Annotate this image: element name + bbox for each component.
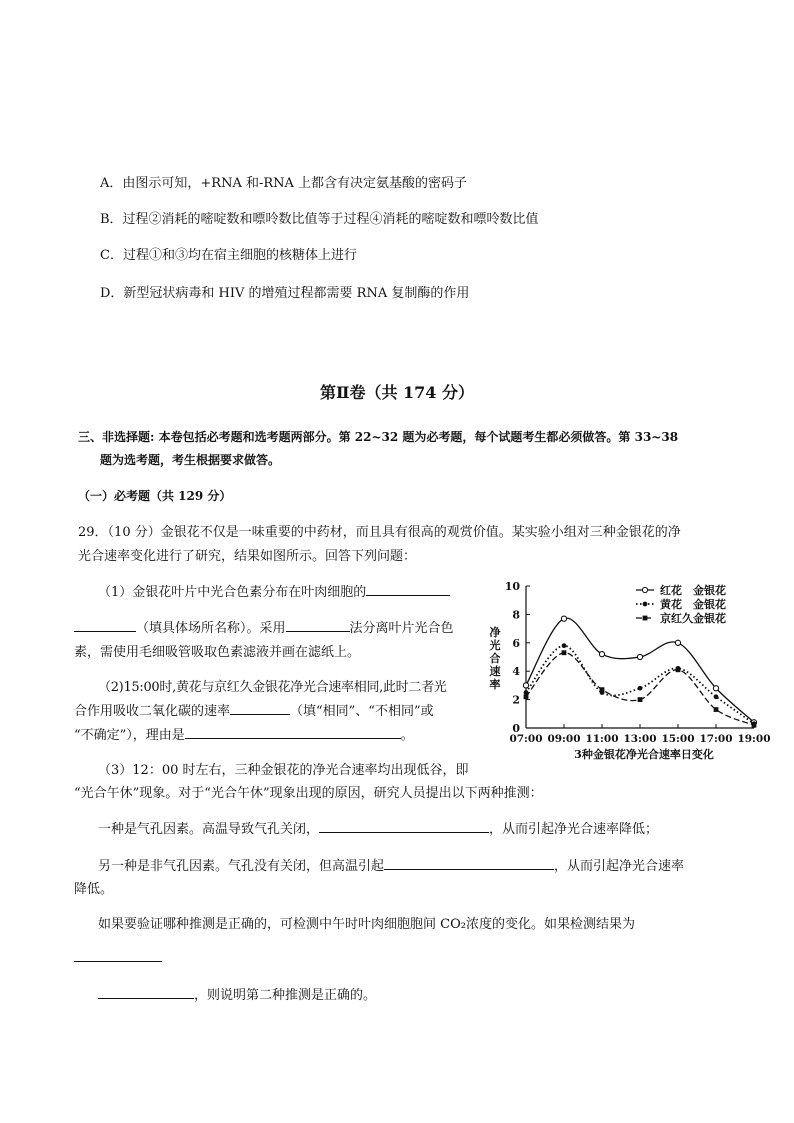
chart-svg [486, 574, 771, 764]
legend-label-1: 红花 金银花 [660, 584, 726, 597]
q29-intro-line2: 光合速率变化进行了研究，结果如图所示。回答下列问题： [78, 549, 417, 564]
answer-blank-2a[interactable] [230, 701, 290, 715]
q29-part3-line3 [98, 818, 658, 837]
q29-intro-line1: 29．（10 分）金银花不仅是一味重要的中药材，而且具有很高的观赏价值。某实验小组对三种金银花的净 [78, 525, 681, 540]
y-tick-label: 8 [512, 608, 520, 622]
data-point-series-3 [638, 697, 643, 702]
q29-part2-text-e: 。 [400, 728, 414, 743]
y-axis-label-char: 率 [489, 678, 501, 691]
option-b: B．过程②消耗的嘧啶数和嘌呤数比值等于过程④消耗的嘧啶数和嘌呤数比值 [100, 212, 539, 227]
x-tick-label: 07:00 [509, 733, 543, 745]
q29-part3-line1: （3）12：00 时左右，三种金银花的净光合速率均出现低谷，即 [98, 763, 469, 778]
data-point-series-3 [752, 723, 757, 728]
q29-part3-line7 [98, 984, 376, 1003]
answer-blank-1b[interactable] [74, 618, 136, 632]
q29-part1-line2 [74, 617, 454, 636]
data-point-series-1 [637, 654, 642, 659]
q29-part1-line1 [98, 581, 450, 600]
y-axis-label-char: 净 [489, 626, 501, 639]
data-point-series-2 [714, 694, 719, 699]
q29-part2-text-c: （填“相同”、“不相同”或 [290, 704, 434, 719]
q29-part3-text-i: ，则说明第二种推测是正确的。 [194, 988, 377, 1003]
option-d: D．新型冠状病毒和 HIV 的增殖过程都需要 RNA 复制酶的作用 [100, 286, 470, 301]
y-tick-label: 0 [512, 722, 520, 735]
q29-part3-line4 [98, 855, 684, 874]
x-tick-label: 13:00 [623, 733, 657, 745]
data-point-series-3 [714, 707, 719, 712]
y-tick-label: 10 [504, 580, 520, 593]
x-tick-label: 19:00 [737, 733, 771, 745]
data-point-series-2 [638, 686, 643, 691]
y-tick-label: 4 [512, 665, 520, 679]
q29-part1-line3: 素，需使用毛细吸管吸取色素滤液并画在滤纸上。 [74, 645, 361, 660]
chart-title: 3种金银花净光合速率日变化 [574, 748, 714, 761]
y-tick-label: 2 [512, 693, 520, 707]
section-three-line1: 三、非选择题: 本卷包括必考题和选考题两部分。第 22~32 题为必考题，每个试题考生都必须做答。第 33~38 [78, 430, 679, 444]
x-tick-label: 15:00 [661, 733, 695, 745]
data-point-series-1 [675, 640, 680, 645]
q29-part3-text-c: 一种是气孔因素。高温导致气孔关闭， [98, 822, 320, 837]
legend-marker-3 [643, 616, 648, 621]
q29-part1-text-c: 法分离叶片光合色 [349, 621, 454, 636]
series-line-1 [526, 618, 754, 722]
answer-blank-3b[interactable] [384, 856, 554, 870]
data-point-series-1 [599, 652, 604, 657]
answer-blank-2b[interactable] [185, 725, 401, 739]
answer-blank-3d[interactable] [98, 985, 194, 999]
legend-marker-1 [642, 587, 647, 592]
data-point-series-1 [713, 686, 718, 691]
q29-part2-line3 [74, 724, 414, 743]
answer-blank-1a[interactable] [366, 582, 450, 596]
legend-marker-2 [643, 602, 648, 607]
data-point-series-1 [523, 683, 528, 688]
answer-blank-1c[interactable] [286, 618, 350, 632]
y-axis-label-char: 合 [489, 652, 501, 665]
data-point-series-3 [562, 650, 567, 655]
x-tick-label: 09:00 [547, 733, 581, 745]
y-tick-label: 6 [512, 636, 520, 650]
y-axis-label-char: 光 [489, 639, 501, 652]
data-point-series-3 [524, 694, 529, 699]
legend-label-2: 黄花 金银花 [660, 598, 726, 611]
part-title: 第Ⅱ卷（共 174 分） [319, 383, 475, 402]
q29-part1-text-b: （填具体场所名称）。采用 [136, 621, 286, 636]
answer-blank-3a[interactable] [319, 819, 489, 833]
x-tick-label: 11:00 [585, 733, 619, 745]
option-a: A．由图示可知，+RNA 和-RNA 上都含有决定氨基酸的密码子 [100, 176, 468, 191]
data-point-series-1 [561, 616, 566, 621]
q29-part3-text-f: ，从而引起净光合速率 [554, 859, 685, 874]
q29-part3-text-e: 另一种是非气孔因素。气孔没有关闭，但高温引起 [98, 859, 385, 874]
q29-part1-text-a: （1）金银花叶片中光合色素分布在叶肉细胞的 [98, 585, 367, 600]
data-point-series-2 [562, 643, 567, 648]
data-point-series-3 [600, 687, 605, 692]
q29-part2-line2 [74, 700, 434, 719]
y-axis-label-char: 速 [489, 665, 501, 678]
q29-part3-line5: 降低。 [74, 882, 114, 897]
required-heading: （一）必考题（共 129 分） [78, 489, 232, 503]
net-photosynthesis-chart [486, 574, 771, 764]
q29-part2-text-b: 合作用吸收二氧化碳的速率 [74, 704, 231, 719]
q29-part3-text-d: ，从而引起净光合速率降低； [489, 822, 659, 837]
data-point-series-3 [676, 667, 681, 672]
answer-blank-3c[interactable] [74, 948, 162, 962]
q29-part2-text-d: “不确定”），理由是 [74, 728, 185, 743]
section-three-line2: 题为选考题，考生根据要求做答。 [100, 453, 281, 467]
q29-part2-line1: （2)15:00时,黄花与京红久金银花净光合速率相同,此时二者光 [98, 680, 447, 695]
q29-part3-line6: 如果要验证哪种推测是正确的，可检测中午时叶肉细胞胞间 CO₂浓度的变化。如果检测结果为 [98, 917, 635, 932]
q29-part3-line2: “光合午休”现象。对于“光合午休”现象出现的原因，研究人员提出以下两种推测： [74, 786, 543, 801]
x-tick-label: 17:00 [699, 733, 733, 745]
option-c: C．过程①和③均在宿主细胞的核糖体上进行 [100, 248, 357, 263]
legend-label-3: 京红久金银花 [660, 612, 726, 625]
